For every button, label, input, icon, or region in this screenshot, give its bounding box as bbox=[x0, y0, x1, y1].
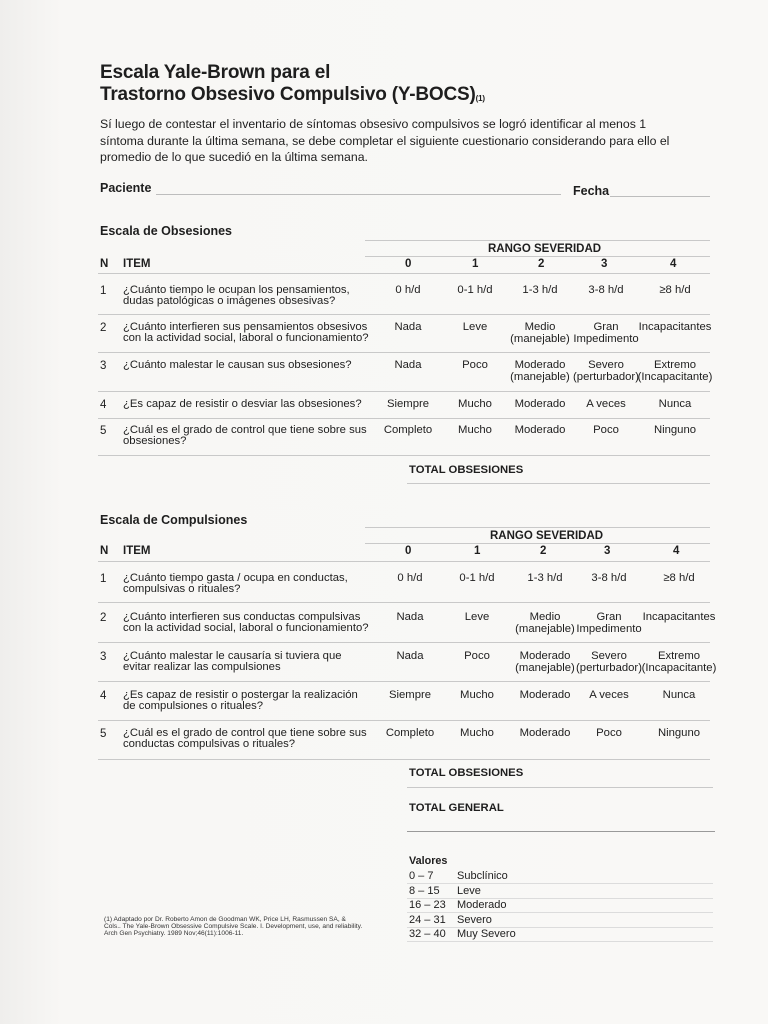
option-label: ≥8 h/d bbox=[659, 284, 691, 296]
item-question bbox=[123, 360, 383, 371]
severity-option-4[interactable] bbox=[635, 399, 715, 411]
document-title bbox=[100, 62, 485, 109]
severity-option-3[interactable] bbox=[569, 690, 649, 702]
severity-option-3[interactable] bbox=[569, 612, 649, 635]
option-label: Incapacitantes bbox=[642, 611, 716, 623]
option-label: Mucho bbox=[458, 398, 492, 410]
footnote: (1) Adaptado por Dr. Roberto Amon de Goodman WK, Price LH, Rasmussen SA, & Cols.. The Yale-Brown Obsessive Compulsive Scale. I. Development, use, and reliability. Arch Gen Psychiatry. 1989 Nov;46(11):1006-11. bbox=[104, 916, 363, 938]
severity-option-4[interactable] bbox=[639, 612, 719, 624]
item-question-line-1: ¿Cuánto interfieren sus conductas compulsivas bbox=[123, 611, 361, 623]
option-label: ≥8 h/d bbox=[663, 572, 695, 584]
option-label: Moderado bbox=[519, 650, 571, 662]
item-question-line-2: obsesiones? bbox=[123, 435, 187, 447]
option-sublabel: (perturbador) bbox=[576, 661, 642, 674]
severity-option-3[interactable] bbox=[566, 360, 646, 383]
option-label: Nunca bbox=[658, 398, 692, 410]
item-number: 1 bbox=[100, 285, 107, 297]
item-question bbox=[123, 322, 383, 344]
patient-label: Paciente bbox=[100, 181, 152, 195]
date-label: Fecha bbox=[573, 184, 610, 198]
option-sublabel: Impedimento bbox=[576, 622, 642, 635]
option-sublabel: (manejable) bbox=[515, 622, 575, 635]
option-label: Siempre bbox=[386, 398, 430, 410]
severity-option-3[interactable] bbox=[566, 425, 646, 437]
total-obsessions-field[interactable] bbox=[407, 483, 710, 484]
option-label: Nada bbox=[396, 611, 424, 623]
divider bbox=[407, 883, 713, 884]
option-label: Ninguno bbox=[657, 727, 701, 739]
option-label: Poco bbox=[593, 424, 619, 436]
col-item-header: ITEM bbox=[123, 258, 151, 270]
item-number: 2 bbox=[100, 612, 107, 624]
total-compulsions-field[interactable] bbox=[407, 787, 713, 788]
severity-option-4[interactable] bbox=[635, 425, 715, 437]
item-question bbox=[123, 425, 383, 447]
divider bbox=[98, 418, 710, 419]
item-question-line-1: ¿Cuánto tiempo gasta / ocupa en conductas, bbox=[123, 572, 348, 584]
item-question-line-2: compulsivas o rituales? bbox=[123, 583, 241, 595]
severity-range-header: RANGO SEVERIDAD bbox=[490, 530, 604, 542]
divider bbox=[407, 898, 713, 899]
option-label: Moderado bbox=[519, 727, 571, 739]
title-line-1: Escala Yale-Brown para el bbox=[100, 62, 331, 83]
option-label: Extremo bbox=[653, 359, 697, 371]
option-label: Gran bbox=[593, 321, 619, 333]
option-label: Nunca bbox=[662, 689, 696, 701]
col-1-header: 1 bbox=[472, 258, 479, 270]
value-range: 16 – 23 bbox=[409, 899, 446, 911]
item-question bbox=[123, 612, 383, 634]
option-label: 0-1 h/d bbox=[459, 572, 495, 584]
divider bbox=[365, 527, 710, 528]
option-sublabel: (Incapacitante) bbox=[641, 661, 717, 674]
severity-option-3[interactable] bbox=[566, 399, 646, 411]
col-2-header: 2 bbox=[538, 258, 545, 270]
item-question bbox=[123, 573, 383, 595]
option-label: Severo bbox=[591, 650, 627, 662]
item-question bbox=[123, 690, 383, 712]
intro-paragraph: Sí luego de contestar el inventario de síntomas obsesivo compulsivos se logró identificar al menos 1 síntoma durante la última semana, se debe completar el siguiente cuestionario considerando para ello el promedio de lo que sucedió en la última semana. bbox=[100, 117, 670, 164]
item-question bbox=[123, 285, 383, 307]
col-n-header: N bbox=[100, 258, 109, 270]
option-label: 1-3 h/d bbox=[527, 572, 563, 584]
col-0-header: 0 bbox=[405, 258, 412, 270]
severity-option-3[interactable] bbox=[566, 285, 646, 297]
value-label: Severo bbox=[457, 913, 492, 926]
item-question-line-2: conductas compulsivas o rituales? bbox=[123, 738, 296, 750]
option-label: Moderado bbox=[514, 424, 566, 436]
option-sublabel: (manejable) bbox=[515, 661, 575, 674]
option-label: Completo bbox=[383, 424, 433, 436]
divider bbox=[365, 543, 710, 544]
col-1-header: 1 bbox=[474, 545, 481, 557]
title-line-2: Trastorno Obsesivo Compulsivo (Y-BOCS) bbox=[100, 84, 476, 105]
divider bbox=[98, 273, 710, 274]
item-question-line-1: ¿Cuál es el grado de control que tiene sobre sus bbox=[123, 424, 367, 436]
item-question-line-2: dudas patológicas o imágenes obsesivas? bbox=[123, 295, 336, 307]
option-label: Nada bbox=[396, 650, 424, 662]
total-compulsions-label: TOTAL OBSESIONES bbox=[409, 767, 524, 779]
item-question-line-2: con la actividad social, laboral o funcionamiento? bbox=[123, 622, 369, 634]
divider bbox=[98, 455, 710, 456]
option-label: Leve bbox=[462, 321, 488, 333]
option-sublabel: (manejable) bbox=[510, 332, 570, 345]
item-number: 4 bbox=[100, 399, 107, 411]
compulsions-section-title: Escala de Compulsiones bbox=[100, 513, 248, 527]
option-label: 3-8 h/d bbox=[591, 572, 627, 584]
option-label: Ninguno bbox=[653, 424, 697, 436]
item-question-line-1: ¿Es capaz de resistir o desviar las obsesiones? bbox=[123, 398, 362, 410]
option-label: Severo bbox=[588, 359, 624, 371]
date-field[interactable] bbox=[610, 196, 710, 197]
severity-option-4[interactable] bbox=[639, 728, 719, 740]
option-label: 1-3 h/d bbox=[522, 284, 558, 296]
value-label: Subclínico bbox=[457, 870, 508, 882]
option-label: Extremo bbox=[657, 650, 701, 662]
item-question-line-1: ¿Cuánto tiempo le ocupan los pensamientos, bbox=[123, 284, 350, 296]
item-question-line-1: ¿Cuál es el grado de control que tiene sobre sus bbox=[123, 727, 367, 739]
total-general-label: TOTAL GENERAL bbox=[409, 802, 504, 814]
item-number: 5 bbox=[100, 425, 107, 437]
option-sublabel: (Incapacitante) bbox=[637, 370, 713, 383]
severity-option-4[interactable] bbox=[635, 322, 715, 334]
divider bbox=[98, 642, 710, 643]
item-question-line-2: evitar realizar las compulsiones bbox=[123, 661, 281, 673]
option-label: Moderado bbox=[519, 689, 571, 701]
col-item-header: ITEM bbox=[123, 545, 151, 557]
obsessions-section-title: Escala de Obsesiones bbox=[100, 224, 233, 238]
option-label: A veces bbox=[589, 689, 629, 701]
item-number: 4 bbox=[100, 690, 107, 702]
option-label: Gran bbox=[596, 611, 622, 623]
severity-option-4[interactable] bbox=[635, 285, 715, 297]
col-2-header: 2 bbox=[540, 545, 547, 557]
col-4-header: 4 bbox=[670, 258, 677, 270]
option-sublabel: (perturbador) bbox=[573, 370, 639, 383]
option-label: 0-1 h/d bbox=[457, 284, 493, 296]
option-label: Siempre bbox=[388, 689, 432, 701]
value-range: 8 – 15 bbox=[409, 884, 440, 897]
divider bbox=[98, 352, 710, 353]
item-number: 1 bbox=[100, 573, 107, 585]
col-0-header: 0 bbox=[405, 545, 412, 557]
item-question-line-1: ¿Cuánto malestar le causan sus obsesiones? bbox=[123, 359, 352, 371]
option-label: Nada bbox=[394, 359, 422, 371]
value-range: 32 – 40 bbox=[409, 928, 446, 940]
values-title: Valores bbox=[409, 855, 448, 867]
divider bbox=[98, 391, 710, 392]
option-label: Completo bbox=[385, 727, 435, 739]
item-question bbox=[123, 399, 383, 410]
option-label: Poco bbox=[596, 727, 622, 739]
item-question-line-1: ¿Cuánto interfieren sus pensamientos obsesivos bbox=[123, 321, 368, 333]
divider bbox=[98, 602, 710, 603]
severity-option-3[interactable] bbox=[569, 728, 649, 740]
option-label: 0 h/d bbox=[397, 572, 423, 584]
option-label: Poco bbox=[464, 650, 490, 662]
col-3-header: 3 bbox=[601, 258, 608, 270]
option-label: Incapacitantes bbox=[638, 321, 712, 333]
option-sublabel: (manejable) bbox=[510, 370, 570, 383]
item-number: 3 bbox=[100, 651, 107, 663]
option-label: Leve bbox=[464, 611, 490, 623]
divider bbox=[407, 927, 713, 928]
severity-option-4[interactable] bbox=[639, 651, 719, 674]
severity-option-3[interactable] bbox=[569, 651, 649, 674]
option-label: Mucho bbox=[460, 727, 494, 739]
severity-option-3[interactable] bbox=[569, 573, 649, 585]
option-label: Medio bbox=[524, 321, 556, 333]
item-question-line-2: de compulsiones o rituales? bbox=[123, 700, 264, 712]
divider bbox=[365, 256, 710, 257]
item-question bbox=[123, 651, 383, 673]
divider bbox=[98, 759, 710, 760]
value-range: 0 – 7 bbox=[409, 870, 434, 882]
col-n-header: N bbox=[100, 545, 109, 557]
item-question bbox=[123, 728, 383, 750]
item-question-line-2: con la actividad social, laboral o funcionamiento? bbox=[123, 332, 369, 344]
value-range: 24 – 31 bbox=[409, 913, 446, 926]
divider bbox=[98, 720, 710, 721]
divider bbox=[98, 314, 710, 315]
option-label: Moderado bbox=[514, 398, 566, 410]
divider bbox=[365, 240, 710, 241]
option-label: Nada bbox=[394, 321, 422, 333]
option-label: Moderado bbox=[514, 359, 566, 371]
value-label: Moderado bbox=[457, 899, 507, 911]
value-label: Muy Severo bbox=[457, 928, 516, 940]
divider bbox=[407, 912, 713, 913]
severity-range-header: RANGO SEVERIDAD bbox=[488, 243, 602, 255]
option-label: A veces bbox=[586, 398, 626, 410]
title-reference: (1) bbox=[475, 94, 485, 103]
option-label: Poco bbox=[462, 359, 488, 371]
option-sublabel: Impedimento bbox=[573, 332, 639, 345]
option-label: Medio bbox=[529, 611, 561, 623]
item-question-line-1: ¿Cuánto malestar le causaría si tuviera que bbox=[123, 650, 342, 662]
item-number: 3 bbox=[100, 360, 107, 372]
severity-option-3[interactable] bbox=[566, 322, 646, 345]
total-general-field[interactable] bbox=[407, 831, 715, 832]
item-number: 2 bbox=[100, 322, 107, 334]
divider bbox=[98, 561, 710, 562]
severity-option-4[interactable] bbox=[635, 360, 715, 383]
option-label: Mucho bbox=[458, 424, 492, 436]
item-question-line-1: ¿Es capaz de resistir o postergar la realización bbox=[123, 689, 358, 701]
total-obsessions-label: TOTAL OBSESIONES bbox=[409, 464, 524, 476]
option-label: 3-8 h/d bbox=[588, 284, 624, 296]
severity-option-4[interactable] bbox=[639, 690, 719, 702]
option-label: Mucho bbox=[460, 689, 494, 701]
divider bbox=[407, 941, 713, 942]
option-label: 0 h/d bbox=[395, 284, 421, 296]
patient-field[interactable] bbox=[156, 194, 561, 195]
divider bbox=[98, 681, 710, 682]
value-label: Leve bbox=[457, 884, 481, 897]
item-number: 5 bbox=[100, 728, 107, 740]
col-3-header: 3 bbox=[604, 545, 611, 557]
severity-option-4[interactable] bbox=[639, 573, 719, 585]
col-4-header: 4 bbox=[673, 545, 680, 557]
